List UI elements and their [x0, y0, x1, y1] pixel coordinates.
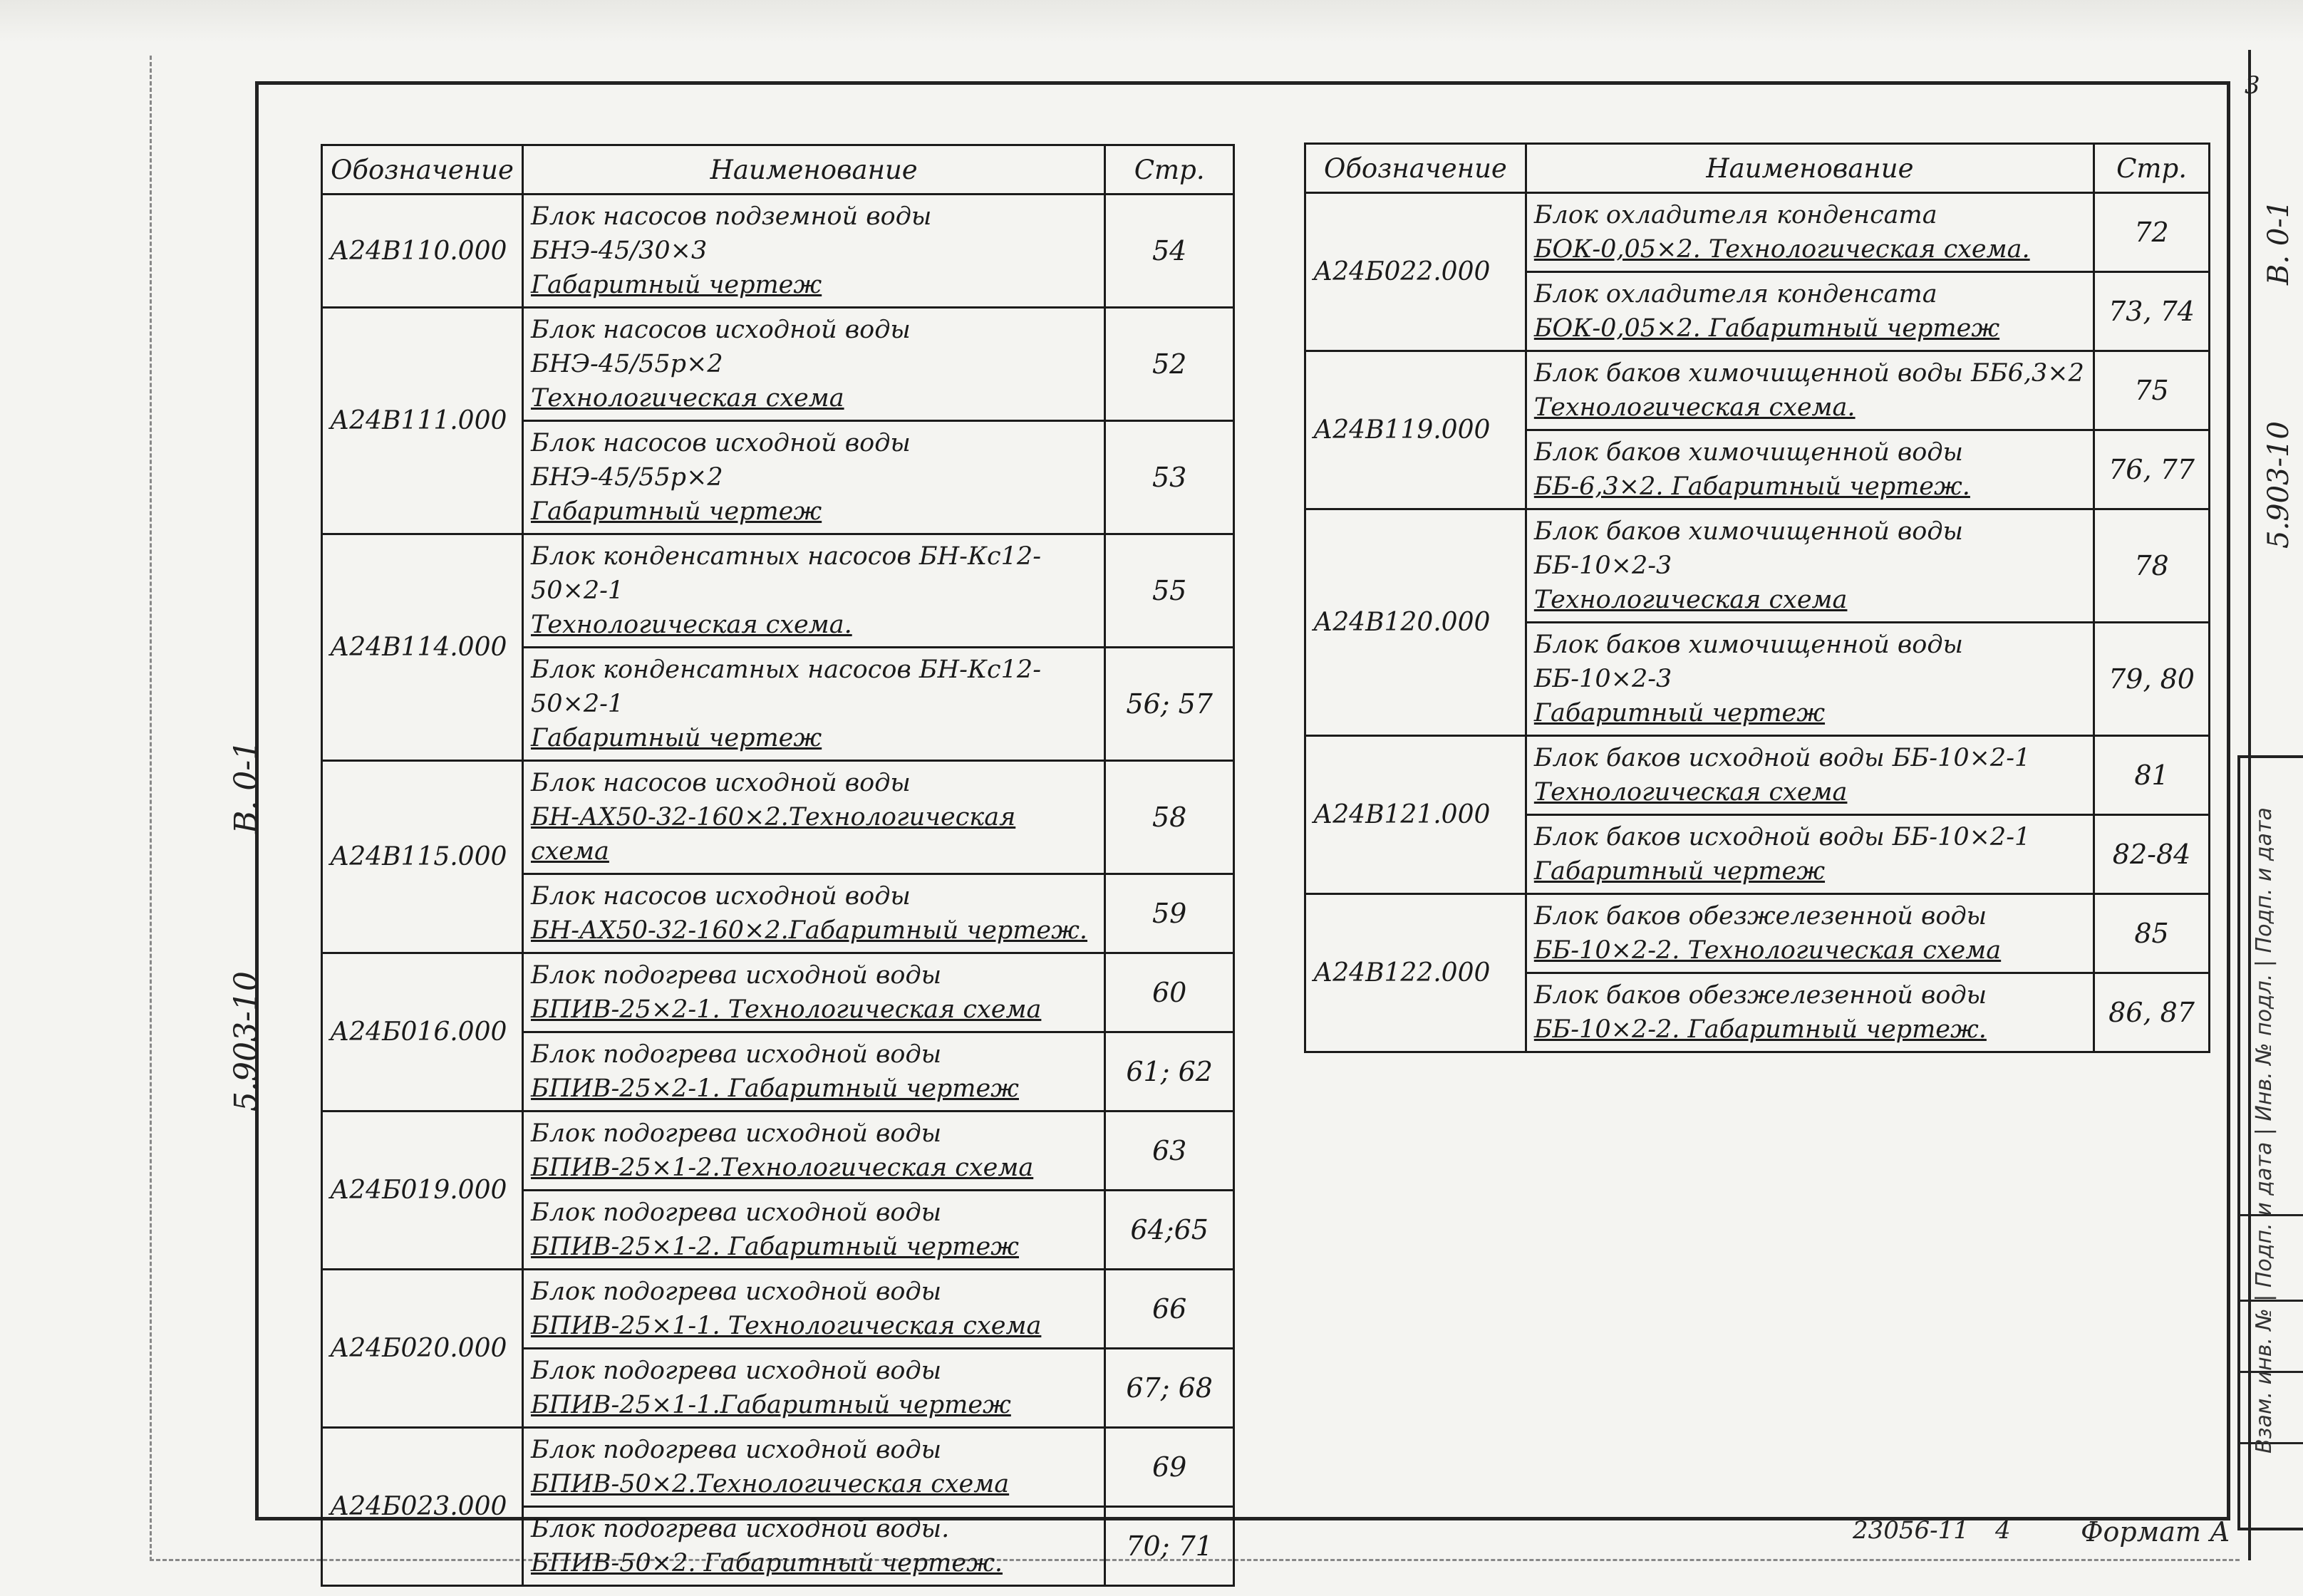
footer-format: Формат А — [2081, 1516, 2230, 1548]
name-line-1: Блок баков исходной воды ББ-10×2-1 — [1533, 744, 2031, 772]
name-line-1: Блок подогрева исходной воды — [530, 1198, 942, 1227]
designation-cell: А24Б016.000 — [322, 953, 523, 1112]
designation-cell: А24В122.000 — [1305, 894, 1526, 1052]
page-cell: 70; 71 — [1105, 1507, 1234, 1586]
footer-sheet: 4 — [1995, 1516, 2011, 1545]
page-cell: 72 — [2094, 193, 2210, 272]
name-line-2: БПИВ-25×2-1. Габаритный чертеж — [530, 1074, 1019, 1103]
name-cell — [522, 195, 1104, 308]
page-cell: 73, 74 — [2094, 272, 2210, 351]
right-margin-code: 5.903-10 — [2262, 421, 2295, 549]
table-row — [1305, 351, 2210, 430]
page-cell: 52 — [1105, 308, 1234, 421]
table-row — [322, 1428, 1234, 1507]
name-line-2: Технологическая схема — [1533, 586, 1848, 614]
name-line-2: БПИВ-25×2-1. Технологическая схема — [530, 995, 1042, 1024]
designation-cell: А24В119.000 — [1305, 351, 1526, 509]
corner-sheet-number: 3 — [2245, 71, 2260, 100]
name-line-1: Блок подогрева исходной воды — [530, 1357, 942, 1385]
table-row — [322, 308, 1234, 421]
page-cell: 86, 87 — [2094, 973, 2210, 1052]
footer-number: 23056-11 — [1853, 1516, 1969, 1545]
header-designation: Обозначение — [1305, 144, 1526, 193]
name-line-2: Габаритный чертеж — [1533, 857, 1826, 886]
page-cell: 66 — [1105, 1270, 1234, 1349]
name-cell — [1526, 736, 2094, 815]
name-cell — [1526, 351, 2094, 430]
table-row — [1305, 736, 2210, 815]
page-cell: 69 — [1105, 1428, 1234, 1507]
table-row — [322, 534, 1234, 648]
designation-cell: А24В115.000 — [322, 761, 523, 953]
name-line-1: Блок конденсатных насосов БН-Кс12-50×2-1 — [530, 542, 1042, 605]
page-cell: 82-84 — [2094, 815, 2210, 894]
name-line-2: Технологическая схема — [1533, 778, 1848, 807]
name-line-2: Габаритный чертеж — [1533, 699, 1826, 727]
header-row — [1305, 144, 2210, 193]
name-cell — [522, 1349, 1104, 1428]
name-cell — [522, 308, 1104, 421]
designation-cell: А24В111.000 — [322, 308, 523, 534]
name-cell — [522, 953, 1104, 1032]
designation-cell: А24Б022.000 — [1305, 193, 1526, 351]
page-cell: 64;65 — [1105, 1191, 1234, 1270]
table-row — [1305, 193, 2210, 272]
page-cell: 81 — [2094, 736, 2210, 815]
name-line-1: Блок баков химочищенной воды ББ-10×2-3 — [1533, 631, 1964, 693]
name-line-2: БПИВ-25×1-2.Технологическая схема — [530, 1154, 1034, 1182]
name-line-2: ББ-6,3×2. Габаритный чертеж. — [1533, 472, 1970, 501]
name-cell — [522, 761, 1104, 874]
table-row — [322, 953, 1234, 1032]
page-cell: 60 — [1105, 953, 1234, 1032]
name-cell — [522, 534, 1104, 648]
page-cell: 67; 68 — [1105, 1349, 1234, 1428]
left-margin-volume: В. 0-1 — [228, 740, 264, 834]
name-line-2: Габаритный чертеж — [530, 724, 822, 752]
name-line-1: Блок подогрева исходной воды — [530, 1040, 942, 1069]
name-line-1: Блок баков химочищенной воды ББ6,3×2 — [1533, 359, 2084, 388]
contents-table-right — [1304, 142, 2210, 1053]
name-cell — [1526, 272, 2094, 351]
name-line-2: БОК-0,05×2. Габаритный чертеж — [1533, 314, 2000, 343]
name-line-1: Блок баков химочищенной воды ББ-10×2-3 — [1533, 517, 1964, 580]
name-cell — [1526, 509, 2094, 623]
name-cell — [1526, 894, 2094, 973]
right-margin-volume: В. 0-1 — [2262, 200, 2295, 285]
name-cell — [522, 1428, 1104, 1507]
name-line-2: БПИВ-50×2.Технологическая схема — [530, 1470, 1010, 1498]
page-cell: 75 — [2094, 351, 2210, 430]
name-cell — [1526, 973, 2094, 1052]
page-cell: 56; 57 — [1105, 648, 1234, 761]
designation-cell: А24В120.000 — [1305, 509, 1526, 736]
page-cell: 59 — [1105, 874, 1234, 953]
name-cell — [522, 1270, 1104, 1349]
header-row — [322, 145, 1234, 195]
name-line-1: Блок баков исходной воды ББ-10×2-1 — [1533, 823, 2031, 851]
header-designation: Обозначение — [322, 145, 523, 195]
name-line-1: Блок насосов исходной воды БНЭ-45/55р×2 — [530, 316, 911, 378]
left-margin-code: 5.903-10 — [228, 971, 264, 1112]
name-line-1: Блок насосов исходной воды — [530, 769, 911, 797]
paper-fold-edge — [0, 0, 2303, 43]
name-line-2: БПИВ-25×1-2. Габаритный чертеж — [530, 1233, 1019, 1261]
name-cell — [1526, 430, 2094, 509]
name-cell — [1526, 193, 2094, 272]
page-cell: 58 — [1105, 761, 1234, 874]
page-cell: 85 — [2094, 894, 2210, 973]
table-row — [322, 1112, 1234, 1191]
table-row — [322, 1270, 1234, 1349]
name-line-2: Технологическая схема. — [530, 611, 852, 639]
page-cell: 79, 80 — [2094, 623, 2210, 736]
designation-cell: А24Б019.000 — [322, 1112, 523, 1270]
page-cell: 61; 62 — [1105, 1032, 1234, 1112]
name-line-1: Блок подогрева исходной воды — [530, 1436, 942, 1464]
designation-cell: А24Б023.000 — [322, 1428, 523, 1586]
page-cell: 78 — [2094, 509, 2210, 623]
name-line-2: БПИВ-50×2. Габаритный чертеж. — [530, 1549, 1003, 1577]
name-line-1: Блок охладителя конденсата — [1533, 201, 1937, 229]
table-body — [1305, 193, 2210, 1052]
name-cell — [1526, 623, 2094, 736]
name-line-2: Габаритный чертеж — [530, 271, 822, 299]
name-line-2: ББ-10×2-2. Технологическая схема — [1533, 936, 2002, 965]
name-line-1: Блок насосов исходной воды — [530, 882, 911, 911]
name-cell — [1526, 815, 2094, 894]
name-line-2: БПИВ-25×1-1.Габаритный чертеж — [530, 1391, 1011, 1419]
designation-cell: А24В114.000 — [322, 534, 523, 761]
table-row — [322, 761, 1234, 874]
designation-cell: А24В121.000 — [1305, 736, 1526, 894]
name-line-2: ББ-10×2-2. Габаритный чертеж. — [1533, 1015, 1987, 1044]
header-page: Стр. — [2094, 144, 2210, 193]
name-cell — [522, 1507, 1104, 1586]
page-cell: 76, 77 — [2094, 430, 2210, 509]
name-line-1: Блок баков обезжелезенной воды — [1533, 902, 1987, 931]
name-line-2: Технологическая схема — [530, 384, 844, 413]
stamp-labels: Взам. инв. № | Подп. и дата | Инв. № подл. | Подп. и дата — [2252, 807, 2277, 1454]
name-line-2: БПИВ-25×1-1. Технологическая схема — [530, 1312, 1042, 1340]
designation-cell: А24Б020.000 — [322, 1270, 523, 1428]
name-line-1: Блок подогрева исходной воды — [530, 961, 942, 990]
page-cell: 53 — [1105, 421, 1234, 534]
name-line-1: Блок подогрева исходной воды — [530, 1119, 942, 1148]
name-line-1: Блок баков обезжелезенной воды — [1533, 981, 1987, 1010]
table-body — [322, 195, 1234, 1586]
name-line-1: Блок охладителя конденсата — [1533, 280, 1937, 309]
header-name: Наименование — [522, 145, 1104, 195]
name-line-1: Блок насосов подземной воды БНЭ-45/30×3 — [530, 202, 932, 265]
page-cell: 55 — [1105, 534, 1234, 648]
name-cell — [522, 648, 1104, 761]
name-cell — [522, 1112, 1104, 1191]
name-line-2: БН-АХ50-32-160×2.Габаритный чертеж. — [530, 916, 1088, 945]
name-line-1: Блок насосов исходной воды БНЭ-45/55р×2 — [530, 429, 911, 492]
page-cell: 63 — [1105, 1112, 1234, 1191]
name-line-1: Блок подогрева исходной воды — [530, 1278, 942, 1306]
page-cell: 54 — [1105, 195, 1234, 308]
name-line-2: Технологическая схема. — [1533, 393, 1856, 422]
header-name: Наименование — [1526, 144, 2094, 193]
contents-table-left — [321, 144, 1235, 1587]
table-row — [1305, 894, 2210, 973]
designation-cell: А24В110.000 — [322, 195, 523, 308]
name-cell — [522, 1191, 1104, 1270]
name-line-1: Блок баков химочищенной воды — [1533, 438, 1964, 467]
name-line-1: Блок подогрева исходной воды. — [530, 1515, 950, 1543]
name-line-2: Габаритный чертеж — [530, 497, 822, 526]
name-cell — [522, 874, 1104, 953]
name-cell — [522, 1032, 1104, 1112]
name-cell — [522, 421, 1104, 534]
name-line-2: БОК-0,05×2. Технологическая схема. — [1533, 235, 2030, 264]
name-line-1: Блок конденсатных насосов БН-Кс12-50×2-1 — [530, 656, 1042, 718]
header-page: Стр. — [1105, 145, 1234, 195]
name-line-2: БН-АХ50-32-160×2.Технологическая схема — [530, 803, 1016, 866]
table-row — [1305, 509, 2210, 623]
table-row — [322, 195, 1234, 308]
